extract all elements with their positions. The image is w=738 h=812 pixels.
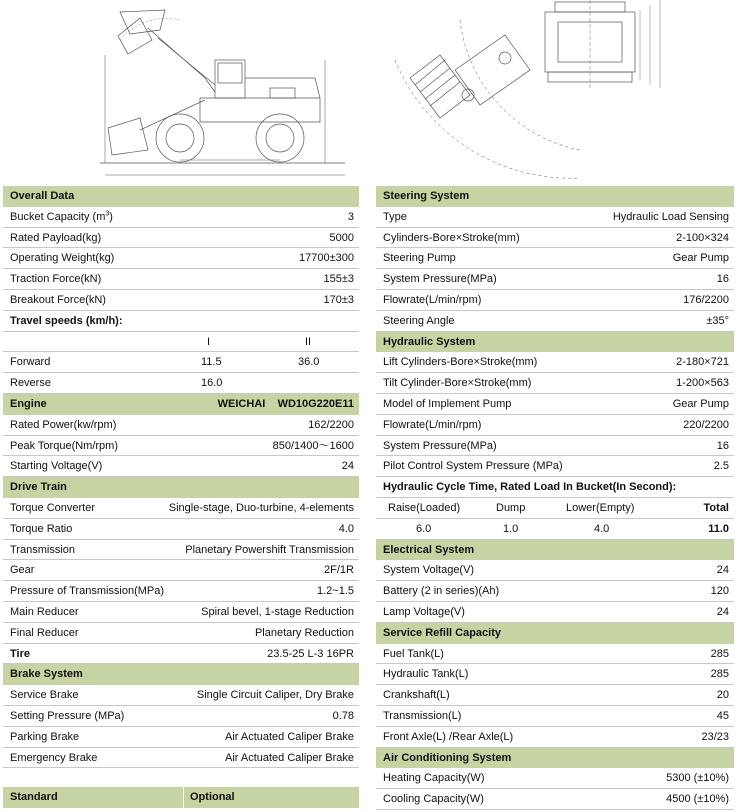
section-header-electrical-system: Electrical System (376, 540, 734, 561)
top-view-drawing (395, 0, 660, 178)
legend-divider (183, 787, 184, 808)
section-header-air-conditioning-system: Air Conditioning System (376, 748, 734, 769)
cycle-time-values: 6.0 1.0 4.0 11.0 (376, 519, 734, 540)
spec-row: Operating Weight(kg) 17700±300 (3, 248, 359, 269)
spec-row: Cooling Capacity(W) 4500 (±10%) (376, 789, 734, 810)
spec-row: Transmission(L) 45 (376, 706, 734, 727)
legend-standard: Standard (10, 791, 58, 803)
spec-row: Torque Ratio 4.0 (3, 519, 359, 540)
travel-speeds-header: I II (3, 332, 359, 353)
spec-row: Transmission Planetary Powershift Transmission (3, 540, 359, 561)
spec-row: Lamp Voltage(V) 24 (376, 602, 734, 623)
spec-row: Tilt Cylinder-Bore×Stroke(mm) 1-200×563 (376, 373, 734, 394)
legend-optional: Optional (190, 791, 235, 803)
spec-row: Parking Brake Air Actuated Caliper Brake (3, 727, 359, 748)
spec-row: Flowrate(L/min/rpm) 220/2200 (376, 415, 734, 436)
section-header-brake-system: Brake System (3, 664, 359, 685)
legend-footer (3, 787, 359, 808)
spec-row: System Pressure(MPa) 16 (376, 269, 734, 290)
spec-row: Rated Payload(kg) 5000 (3, 228, 359, 249)
travel-speeds-title: Travel speeds (km/h): (3, 311, 359, 332)
spec-row: Final Reducer Planetary Reduction (3, 623, 359, 644)
spec-row: Service Brake Single Circuit Caliper, Dry Brake (3, 685, 359, 706)
travel-speed-row-reverse: Reverse 16.0 (3, 373, 359, 394)
section-header-hydraulic-system: Hydraulic System (376, 332, 734, 353)
spec-row: Crankshaft(L) 20 (376, 685, 734, 706)
spec-row: Front Axle(L) /Rear Axle(L) 23/23 (376, 727, 734, 748)
spec-row: Cylinders-Bore×Stroke(mm) 2-100×324 (376, 228, 734, 249)
spec-row: Rated Power(kw/rpm) 162/2200 (3, 415, 359, 436)
side-view-drawing (100, 10, 345, 175)
spec-row: Lift Cylinders-Bore×Stroke(mm) 2-180×721 (376, 352, 734, 373)
section-header-overall-data: Overall Data (3, 186, 359, 207)
technical-drawings (0, 0, 738, 186)
section-header-drive-train: Drive Train (3, 477, 359, 498)
spec-row: Battery (2 in series)(Ah) 120 (376, 581, 734, 602)
spec-row: Peak Torque(Nm/rpm) 850/1400～1600 (3, 436, 359, 457)
spec-row: Flowrate(L/min/rpm) 176/2200 (376, 290, 734, 311)
spec-row: Pilot Control System Pressure (MPa) 2.5 (376, 456, 734, 477)
right-spec-column (376, 186, 734, 810)
spec-row: Emergency Brake Air Actuated Caliper Brake (3, 748, 359, 769)
spec-row-tire: Tire 23.5-25 L-3 16PR (3, 644, 359, 665)
travel-speed-row-forward: Forward 11.5 36.0 (3, 352, 359, 373)
spec-row: Torque Converter Single-stage, Duo-turbine, 4-elements (3, 498, 359, 519)
cycle-time-header: Raise(Loaded) Dump Lower(Empty) Total (376, 498, 734, 519)
spec-row: Steering Pump Gear Pump (376, 248, 734, 269)
spec-row: System Pressure(MPa) 16 (376, 436, 734, 457)
spec-row: Breakout Force(kN) 170±3 (3, 290, 359, 311)
spec-row: Gear 2F/1R (3, 560, 359, 581)
spec-row: Main Reducer Spiral bevel, 1-stage Reduction (3, 602, 359, 623)
spec-row: Pressure of Transmission(MPa) 1.2~1.5 (3, 581, 359, 602)
spec-row: Setting Pressure (MPa) 0.78 (3, 706, 359, 727)
spec-row: Traction Force(kN) 155±3 (3, 269, 359, 290)
engine-brand: WEICHAI (217, 397, 266, 410)
engine-model: WD10G220E11 (277, 397, 354, 410)
section-header-service-refill-capacity: Service Refill Capacity (376, 623, 734, 644)
spec-row: Model of Implement Pump Gear Pump (376, 394, 734, 415)
left-spec-column (3, 186, 359, 768)
spec-row: System Voltage(V) 24 (376, 560, 734, 581)
section-header-steering-system: Steering System (376, 186, 734, 207)
spec-row: Starting Voltage(V) 24 (3, 456, 359, 477)
spec-row: Fuel Tank(L) 285 (376, 644, 734, 665)
spec-row: Type Hydraulic Load Sensing (376, 207, 734, 228)
spec-row: Hydraulic Tank(L) 285 (376, 664, 734, 685)
spec-row: Steering Angle ±35° (376, 311, 734, 332)
spec-row: Heating Capacity(W) 5300 (±10%) (376, 768, 734, 789)
spec-row-bucket-capacity: Bucket Capacity $(m^3)$ 3 (3, 207, 359, 228)
cycle-time-title: Hydraulic Cycle Time, Rated Load In Bucket(In Second): (376, 477, 734, 498)
section-header-engine: Engine WEICHAI WD10G220E11 (3, 394, 359, 415)
